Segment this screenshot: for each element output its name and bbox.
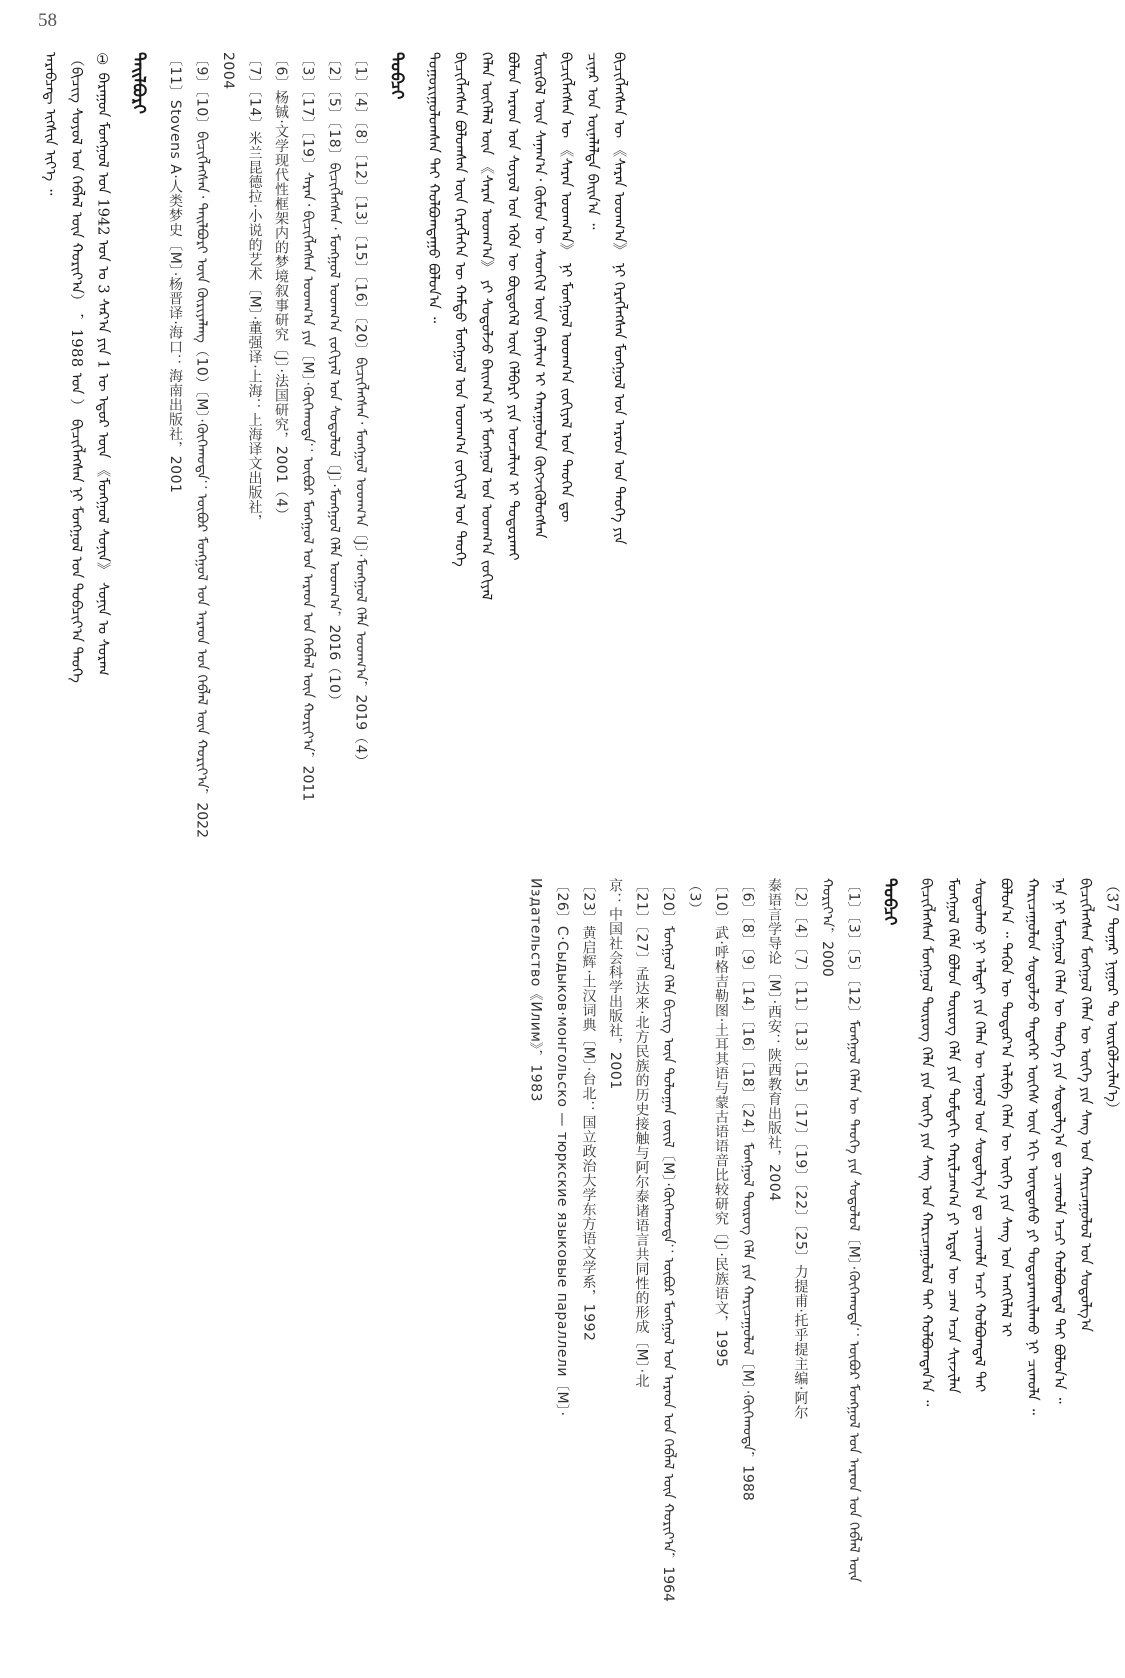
text-line: ᠲᠣᠭᠣᠷᠢᠭᠤᠯᠤᠭᠰᠠᠨ ᠲᠠᠢ ᠬᠣᠯᠪᠣᠭᠳᠠᠭᠤ ᠪᠣᠯᠤᠨ᠎ᠠ ᠃ bbox=[425, 52, 441, 324]
text-line: ① ᠪᠠᠷᠠᠭᠤᠨ ᠮᠣᠩᠭᠣᠯ ᠤᠨ 1942 ᠣᠨ ᠤ 3 ᠰᠠᠷ᠎ᠠ ᠶᠢᠨ 1 ᠦ ᠡᠳᠦᠷ ᠦᠨ 《ᠮᠣᠩᠭᠣᠯ ᠰᠣᠨᠢᠨ》 ᠰᠣᠨᠢᠨ ᠤ ᠰᠤᠷᠠᠭ bbox=[94, 52, 111, 676]
page-number: 58 bbox=[38, 10, 57, 31]
reference-line: 〔1〕〔4〕〔8〕〔12〕〔13〕〔15〕〔16〕〔20〕ᠪᠢᠴᠢᠭᠯᠡᠭᠰᠡᠨ᠂ ᠮᠣᠩᠭᠣᠯ ᠤᠳᠬ᠎ᠠ〔J〕·ᠮᠣᠩᠭᠣᠯ ᠬᠡᠯᠡ ᠤᠳᠬ᠎ᠠ，2019（4） bbox=[352, 52, 369, 769]
text-line: ᠪᠣᠯᠤᠨ ᠠᠷᠠᠳ ᠤᠨ ᠰᠣᠶᠤᠯ ᠤᠨ ᠡᠭᠦᠨ ᠦ ᠪᠦᠲᠦᠭᠡᠯ ᠦᠨ ᠬᠡᠯᠪᠡᠷᠢ ᠶᠢᠨ ᠣᠨᠴᠠᠯᠢᠭ ᠢ ᠲᠣᠳᠣᠷᠬᠠᠢ bbox=[504, 52, 521, 561]
reference-line: （3） bbox=[686, 878, 703, 917]
text-line: ᠮᠣᠩᠭᠣᠯ ᠬᠡᠯᠡ ᠪᠣᠯᠤᠨ ᠲᠦᠷᠦᠭ ᠬᠡᠯᠡ ᠶᠢᠨ ᠳᠤᠮᠳᠠᠬᠢ ᠬᠠᠷᠢᠯᠴᠠᠭ᠎ᠠ ᠶᠢ ᠡᠷᠲᠡᠨ ᠦ ᠴᠠᠭ ᠠᠴᠠ ᠰᠢᠨᠵᠢᠯᠡᠨ bbox=[944, 878, 961, 1394]
text-line: ᠪᠢᠴᠢᠭᠯᠡᠭᠰᠡᠨ ᠮᠣᠩᠭᠣᠯ ᠬᠡᠯᠡᠨ ᠦ ᠦᠭᠡ ᠶᠢᠨ ᠰᠠᠩ ᠤᠨ ᠬᠠᠷᠢᠴᠠᠭᠤᠯᠤᠯ ᠤᠨ ᠰᠤᠳᠤᠯᠭ᠎ᠠ bbox=[1077, 878, 1093, 1332]
reference-line: 2004 bbox=[220, 52, 236, 90]
text-line: （ᠪᠢᠴᠢᠭ ᠰᠤᠶᠤᠯ ᠤᠨ ᠬᠡᠪᠯᠡᠯ ᠦᠨ ᠬᠣᠷᠢᠶ᠎ᠠ） ，1988 ᠣᠨ ） ᠪᠢᠴᠢᠭᠯᠡᠭᠰᠡᠨ ᠨᠢ ᠮᠣᠩᠭᠣᠯ ᠤᠨ ᠲᠣᠪᠴᠢᠶ᠎ᠠ ᠲᠡᠦᠬᠡ bbox=[68, 52, 84, 683]
text-line: ᠪᠢᠴᠢᠭᠯᠡᠭᠰᠡᠨ ᠪᠣᠯᠣᠭᠰᠠᠨ ᠦᠨ ᠬᠡᠷᠡᠭᠯᠡᠭᠡᠨ ᠦ ᠬᠠᠮᠲᠤ ᠮᠣᠩᠭᠣᠯ ᠤᠨ ᠤᠳᠬ᠎ᠠ ᠵᠣᠬᠢᠶᠠᠯ ᠤᠨ ᠲᠡᠦᠬᠡ bbox=[451, 52, 468, 567]
reference-line: 〔1〕〔3〕〔5〕〔12〕ᠮᠣᠩᠭᠣᠯ ᠬᠡᠯᠡᠨ ᠦ ᠲᠡᠦᠬᠡ ᠶᠢᠨ ᠰᠤᠳᠤᠯᠤᠯ〔M〕·ᠬᠥᠬᠡᠬᠣᠲᠠ：ᠥᠪᠥᠷ ᠮᠣᠩᠭᠣᠯ ᠤᠨ ᠠᠷᠠᠳ ᠤᠨ ᠬᠡᠪᠯᠡᠯ ᠦᠨ bbox=[845, 878, 862, 1583]
text-line: ᠡᠨᠡ ᠨᠢ ᠮᠣᠩᠭᠣᠯ ᠬᠡᠯᠡᠨ ᠦ ᠲᠡᠦᠬᠡ ᠶᠢᠨ ᠰᠤᠳᠤᠯᠭ᠎ᠠ ᠳᠤ ᠴᠢᠬᠤᠯᠠ ᠠᠴᠢ ᠬᠣᠯᠪᠣᠭᠳᠠᠯ ᠲᠠᠢ ᠪᠣᠯᠤᠨ᠎ᠠ ᠃ bbox=[1050, 878, 1067, 1404]
section-heading: ᠲᠠᠢᠯᠪᠤᠷᠢ bbox=[128, 52, 149, 114]
text-line: ᠬᠠᠷᠢᠴᠠᠭᠤᠯᠤᠨ ᠰᠤᠳᠤᠯᠵᠤ ᠲᠡᠳᠡᠭᠡᠷ ᠦᠭᠡᠰ ᠦᠨ ᠡᠬᠢ ᠦᠨᠳᠦᠰᠦ ᠶᠢ ᠲᠣᠳᠣᠷᠬᠠᠢᠯᠠᠬᠤ ᠨᠢ ᠴᠢᠬᠤᠯᠠ ᠃ bbox=[1024, 878, 1040, 1415]
text-line: ᠪᠢᠴᠢᠭᠯᠡᠭᠰᠡᠨ ᠦ 《ᠰᠠᠷᠠᠨ ᠤᠳᠬ᠎ᠠ》 ᠨᠢ ᠮᠣᠩᠭᠣᠯ ᠤᠳᠬ᠎ᠠ ᠵᠣᠬᠢᠶᠠᠯ ᠤᠨ ᠲᠡᠦᠬᠡᠨ ᠳᠦ bbox=[557, 52, 574, 523]
reference-line: 〔2〕〔4〕〔7〕〔11〕〔13〕〔15〕〔17〕〔19〕〔22〕〔25〕力提甫·托乎提主编·阿尔 bbox=[792, 878, 809, 1420]
reference-line: 〔2〕〔5〕〔18〕ᠪᠢᠴᠢᠭᠯᠡᠭᠰᠡᠨ᠂ ᠮᠣᠩᠭᠣᠯ ᠤᠳᠬ᠎ᠠ ᠵᠣᠬᠢᠶᠠᠯ ᠤᠨ ᠰᠤᠳᠤᠯᠤᠯ〔J〕·ᠮᠣᠩᠭᠣᠯ ᠬᠡᠯᠡ ᠤᠳᠬ᠎ᠠ，2016（10） bbox=[326, 52, 342, 709]
text-line: ᠪᠢᠴᠢᠭᠯᠡᠭᠰᠡᠨ ᠦ 《ᠰᠠᠷᠠᠨ ᠤᠳᠬ᠎ᠠ》 ᠨᠢ ᠬᠡᠷᠡᠭᠯᠡᠭᠰᠡᠨ ᠮᠣᠩᠭᠣᠯ ᠤᠨ ᠠᠷᠠᠳ ᠤᠨ ᠲᠡᠦᠬᠡ ᠶᠢᠨ bbox=[610, 52, 627, 545]
section-heading: ᠲᠣᠪᠴᠢ bbox=[386, 52, 407, 100]
text-line: ᠮᠥᠷᠭᠥᠯ ᠦᠨ ᠰᠠᠨᠠᠭ᠎ᠠ᠂ ᠬᠦᠮᠦᠨ ᠦ ᠰᠡᠳᠬᠢᠯ ᠦᠨ ᠪᠠᠶᠠᠯᠢᠭ ᠢ ᠬᠠᠷᠠᠭᠤᠯᠤᠨ ᠬᠥᠭᠵᠢᠭᠦᠯᠦᠭᠰᠡᠨ bbox=[531, 52, 547, 539]
reference-line: 〔26〕С·Сыдыков·монгольско — тюркские языковые параллели〔M〕· bbox=[554, 878, 570, 1417]
reference-line: 〔9〕〔10〕ᠪᠢᠴᠢᠭᠯᠡᠭᠰᠡᠨ᠂ ᠲᠠᠢᠯᠪᠤᠷᠢ ᠦᠨ ᠬᠦᠷᠢᠶᠡᠯᠡᠩ（10）〔M〕·ᠬᠥᠬᠡᠬᠣᠲᠠ：ᠥᠪᠥᠷ ᠮᠣᠩᠭᠣᠯ ᠤᠨ ᠠᠷᠠᠳ ᠤᠨ ᠬᠡᠪᠯᠡᠯ ᠦᠨ ᠬᠣᠷᠢᠶ᠎ᠠ，2022 bbox=[193, 52, 210, 838]
reference-line: Издательство《Илим》，1983 bbox=[527, 878, 544, 1103]
text-line: （37 ᠳᠤᠭᠠᠷ ᠨᠢᠭᠤᠷ ᠲᠤ ᠦᠷᠭᠦᠯᠵᠢᠯᠡᠨ᠎ᠡ） bbox=[1103, 878, 1120, 1117]
text-line: ᠪᠢᠴᠢᠭᠯᠡᠭᠰᠡᠨ ᠮᠣᠩᠭᠣᠯ ᠲᠦᠷᠦᠭ ᠬᠡᠯᠡ ᠶᠢᠨ ᠦᠭᠡ ᠶᠢᠨ ᠰᠠᠩ ᠤᠨ ᠬᠠᠷᠢᠴᠠᠭᠤᠯᠤᠯ ᠲᠠᠢ ᠬᠣᠯᠪᠣᠭᠳᠠᠨ᠎ᠠ ᠃ bbox=[918, 878, 934, 1407]
reference-line: 〔6〕杨铖·文学现代性框架内的梦境叙事研究〔J〕·法国研究，2001（4） bbox=[273, 52, 289, 522]
right-column bbox=[522, 878, 1125, 1638]
reference-line: 〔20〕ᠮᠣᠩᠭᠣᠯ ᠬᠡᠯᠡ ᠪᠢᠴᠢᠭ ᠦᠨ ᠳᠣᠯᠣᠭᠠᠨ ᠵᠦᠢᠯ〔M〕·ᠬᠥᠬᠡᠬᠣᠲᠠ：ᠥᠪᠥᠷ ᠮᠣᠩᠭᠣᠯ ᠤᠨ ᠠᠷᠠᠳ ᠤᠨ ᠬᠡᠪᠯᠡᠯ ᠦᠨ ᠬᠣᠷᠢᠶ᠎ᠠ，1964 bbox=[660, 878, 676, 1602]
text-line: ᠬᠡᠯᠡᠨ ᠦᠭᠡᠯᠡᠯ ᠦᠨ 《ᠰᠠᠷᠠᠨ ᠤᠳᠬ᠎ᠠ》 ᠶᠢ ᠰᠣᠳᠤᠯᠵᠤ ᠪᠠᠢᠭ᠎ᠠ ᠨᠢ ᠮᠣᠩᠭᠣᠯ ᠤᠨ ᠤᠳᠬ᠎ᠠ ᠵᠣᠬᠢᠶᠠᠯ bbox=[478, 52, 494, 601]
reference-line: 京：中国社会科学出版社，2001 bbox=[607, 878, 623, 1090]
reference-line: 〔3〕〔17〕〔19〕ᠰᠠᠷᠠᠨ᠂ ᠪᠢᠴᠢᠭᠯᠡᠭᠰᠡᠨ ᠤᠳᠬ᠎ᠠ ᠶᠢᠨ〔M〕·ᠬᠥᠬᠡᠬᠣᠲᠠ：ᠥᠪᠥᠷ ᠮᠣᠩᠭᠣᠯ ᠤᠨ ᠠᠷᠠᠳ ᠤᠨ ᠬᠡᠪᠯᠡᠯ ᠦᠨ ᠬᠣᠷᠢᠶ᠎ᠠ，2011 bbox=[299, 52, 316, 802]
text-line: ᠰᠤᠳᠤᠯᠬᠤ ᠨᠢ ᠠᠯᠲᠠᠢ ᠶᠢᠨ ᠬᠡᠯᠡᠨ ᠦ ᠣᠨᠣᠯ ᠤᠨ ᠰᠤᠳᠤᠯᠭ᠎ᠠ ᠳᠤ ᠴᠢᠬᠤᠯᠠ ᠠᠴᠢ ᠬᠣᠯᠪᠣᠭᠳᠠᠯ ᠲᠠᠢ bbox=[971, 878, 987, 1393]
text-line: ᠴᠢᠨᠠᠷ ᠤᠨ ᠦᠨᠡᠯᠡᠯᠲᠡ ᠪᠠᠢᠨ᠎ᠠ ᠃ bbox=[584, 52, 600, 230]
text-line: ᠠᠷᠠᠪᠴᠠᠳ᠋ ᠢᠭᠰᠢᠨ ᠢᠶ᠎ᠡ ᠃ bbox=[41, 52, 58, 196]
reference-line: 〔6〕〔8〕〔9〕〔14〕〔16〕〔18〕〔24〕ᠮᠣᠩᠭᠣᠯ ᠲᠦᠷᠦᠭ ᠬᠡᠯᠡ ᠶᠢᠨ ᠬᠠᠷᠢᠴᠠᠭᠤᠯᠤᠯ〔M〕·ᠬᠥᠬᠡᠬᠣᠲᠠ，1988 bbox=[739, 878, 756, 1501]
text-line: ᠪᠣᠯᠤᠨ᠎ᠠ ᠃ ᠲᠡᠭᠦᠨ ᠦ ᠳᠣᠲᠣᠷ᠎ᠠ ᠠᠯᠢᠪᠠ ᠬᠡᠯᠡᠨ ᠦ ᠦᠭᠡ ᠶᠢᠨ ᠰᠠᠩ ᠤᠨ ᠠᠩᠭᠢᠯᠠᠯ ᠢ bbox=[997, 878, 1014, 1337]
reference-line: 〔10〕武·呼格吉勒图·土耳其语与蒙古语语音比较研究〔J〕·民族语文，1995 bbox=[713, 878, 729, 1368]
reference-line: 〔21〕〔27〕孟达来·北方民族的历史接触与阿尔泰诸语言共同性的形成〔M〕·北 bbox=[633, 878, 650, 1389]
reference-line: 〔11〕Stovens A·人类梦史〔M〕·杨晋译·海口：海南出版社，2001 bbox=[167, 52, 183, 494]
reference-line: ᠬᠣᠷᠢᠶ᠎ᠠ，2000 bbox=[819, 878, 835, 977]
reference-line: 〔23〕黄启辉·土汉词典〔M〕·台北：国立政治大学东方语文学系，1992 bbox=[580, 878, 597, 1342]
reference-line: 泰语言学导论〔M〕·西安：陕西教育出版社，2004 bbox=[766, 878, 782, 1202]
reference-line: 〔7〕〔14〕米兰昆德拉·小说的艺术〔M〕·董强译·上海：上海译文出版社， bbox=[246, 52, 263, 529]
section-heading: ᠲᠣᠪᠴᠢ bbox=[879, 878, 900, 926]
